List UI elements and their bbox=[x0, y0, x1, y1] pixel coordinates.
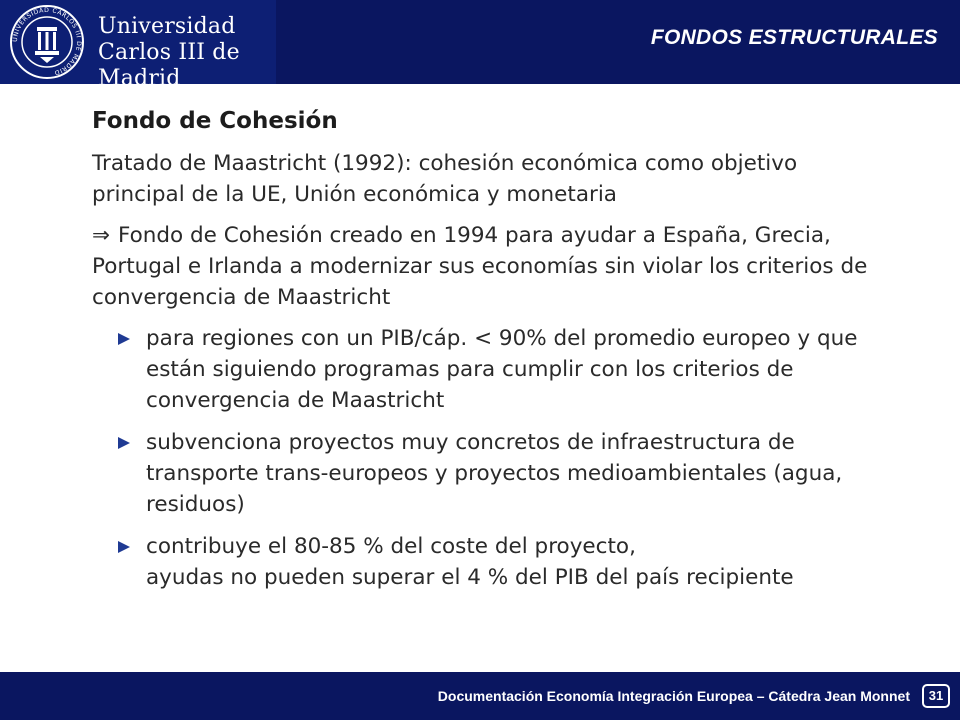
footer-text: Documentación Economía Integración Europea – Cátedra Jean Monnet bbox=[437, 688, 910, 704]
bullet-list bbox=[118, 323, 892, 593]
university-name-line1: Universidad bbox=[98, 14, 236, 39]
triangle-bullet-icon bbox=[118, 541, 130, 553]
bullet-text: para regiones con un PIB/cáp. < 90% del promedio europeo y que están siguiendo programas para cumplir con los criterios de convergencia de Maastricht bbox=[146, 326, 858, 413]
university-name bbox=[98, 14, 276, 92]
university-seal-icon bbox=[7, 3, 87, 81]
triangle-bullet-icon bbox=[118, 333, 130, 345]
slide-content bbox=[92, 106, 892, 604]
slide-header-title: FONDOS ESTRUCTURALES bbox=[650, 26, 938, 49]
university-name-line2: Carlos III de Madrid bbox=[98, 40, 240, 91]
page-number-badge: 31 bbox=[922, 684, 950, 708]
paragraph-maastricht: Tratado de Maastricht (1992): cohesión económica como objetivo principal de la UE, Unión económica y monetaria bbox=[92, 151, 798, 207]
list-item bbox=[118, 323, 892, 416]
triangle-bullet-icon bbox=[118, 437, 130, 449]
list-item bbox=[118, 427, 892, 520]
footer-bar bbox=[0, 672, 960, 720]
paragraph-cohesion-fund-text: Fondo de Cohesión creado en 1994 para ayudar a España, Grecia, Portugal e Irlanda a modernizar sus economías sin violar los criterios de convergencia de Maastricht bbox=[92, 223, 868, 310]
university-logo-block bbox=[0, 0, 276, 91]
list-item bbox=[118, 531, 892, 593]
bullet-text: subvenciona proyectos muy concretos de infraestructura de transporte trans-europeos y proyectos medioambientales (agua, residuos) bbox=[146, 430, 843, 517]
bullet-text: contribuye el 80-85 % del coste del proyecto, bbox=[146, 534, 636, 559]
seal-text: UNIVERSIDAD CARLOS III DE MADRID bbox=[11, 6, 83, 77]
header-bar bbox=[0, 0, 960, 91]
implies-arrow-icon: ⇒ bbox=[92, 223, 111, 248]
paragraph-cohesion-fund bbox=[92, 220, 892, 313]
bullet-text-continuation: ayudas no pueden superar el 4 % del PIB del país recipiente bbox=[146, 565, 794, 590]
section-title: Fondo de Cohesión bbox=[92, 108, 338, 134]
